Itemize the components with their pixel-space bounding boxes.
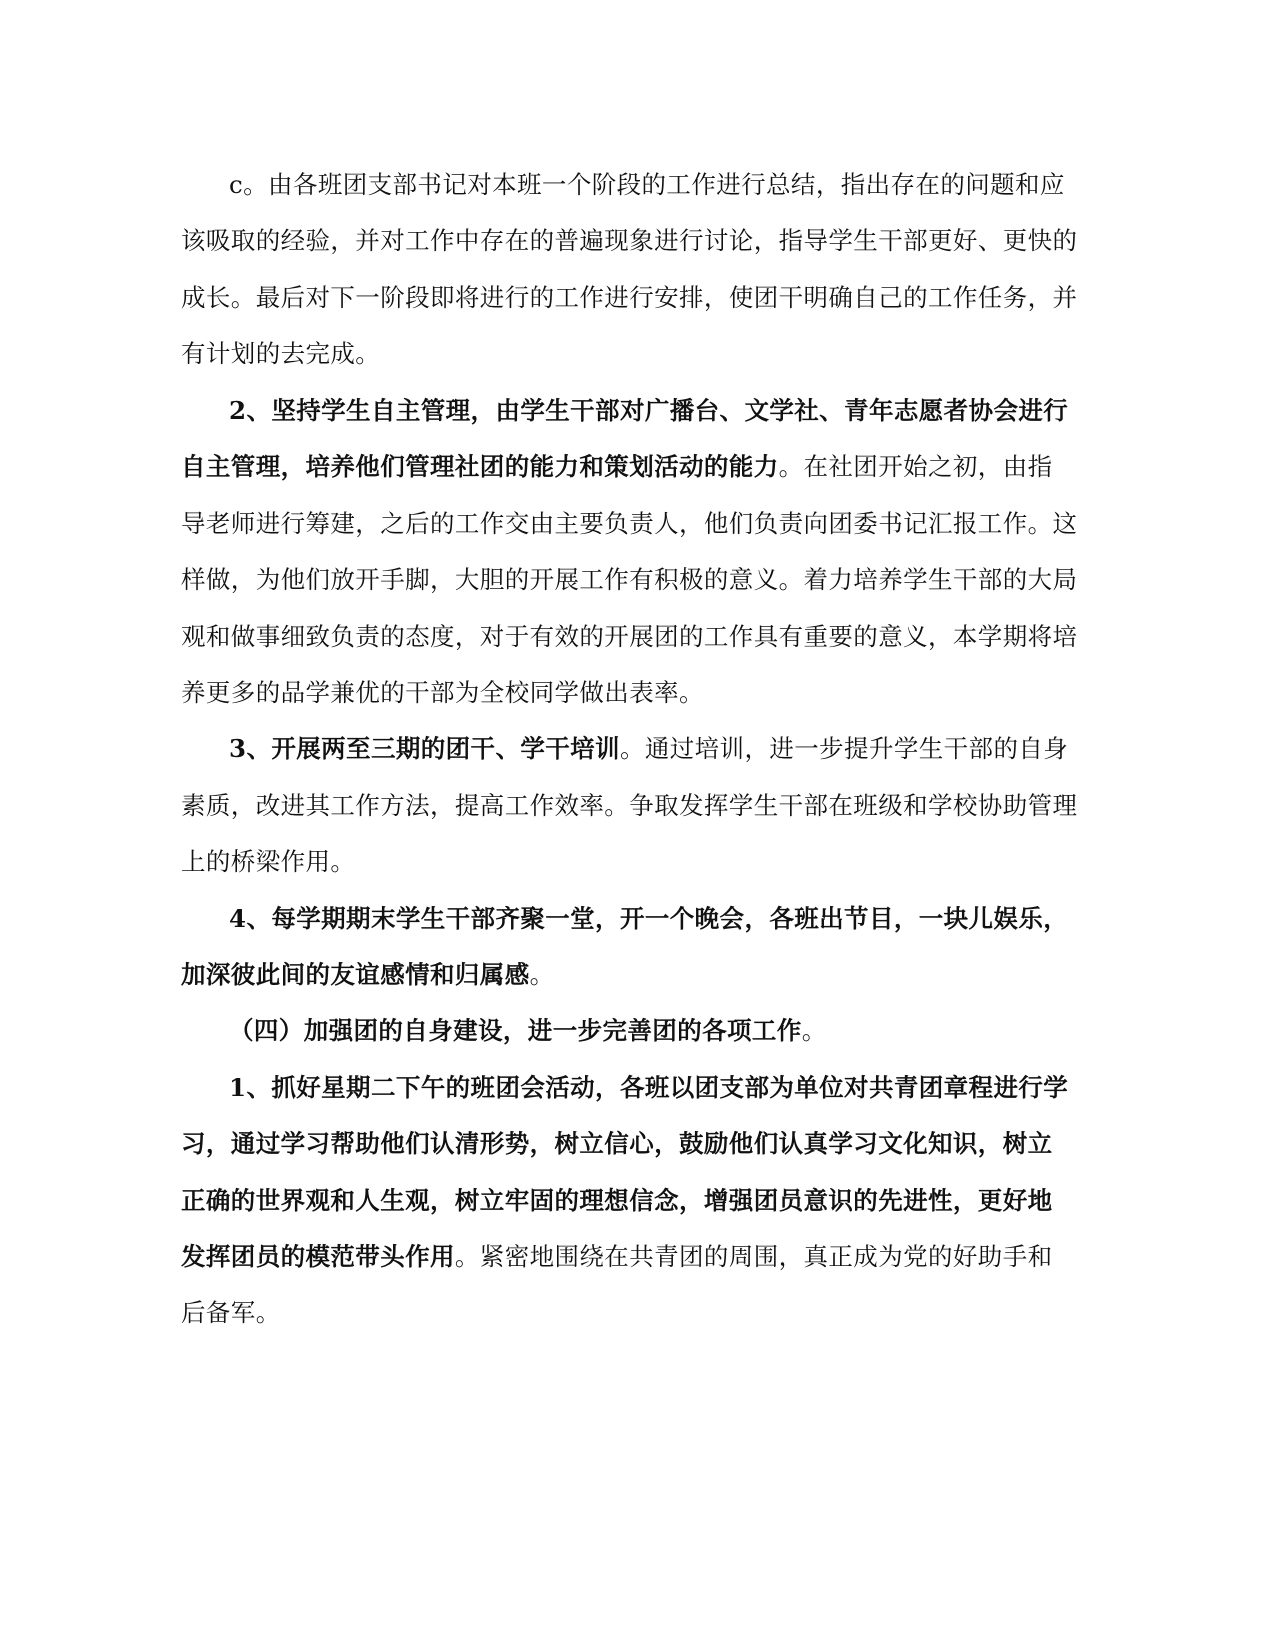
bold-text: （四）加强团的自身建设，进一步完善团的各项工作 (229, 1016, 802, 1045)
text-line (229, 734, 1068, 764)
body-text: 观和做事细致负责的态度，对于有效的开展团的工作具有重要的意义，本学期将培 (181, 622, 1078, 651)
body-text: 。 (801, 1016, 827, 1045)
body-text: 。紧密地围绕在共青团的周围，真正成为党的好助手和 (454, 1242, 1053, 1271)
text-line (229, 396, 1068, 426)
body-text: 。通过培训，进一步提升学生干部的自身 (619, 734, 1069, 763)
text-line (181, 226, 1077, 256)
text-line (181, 1242, 1053, 1272)
text-line (181, 622, 1077, 652)
bold-text: 加深彼此间的友谊感情和归属感 (181, 960, 530, 989)
body-text: 养更多的品学兼优的干部为全校同学做出表率。 (181, 678, 704, 707)
text-line (229, 1016, 827, 1046)
bold-text: 1、抓好星期二下午的班团会活动，各班以团支部为单位对共青团章程进行学 (229, 1073, 1069, 1102)
text-line (181, 339, 380, 369)
body-text: 成长。最后对下一阶段即将进行的工作进行安排，使团干明确自己的工作任务，并 (181, 283, 1078, 312)
text-line (229, 170, 1065, 200)
body-text: 导老师进行筹建，之后的工作交由主要负责人，他们负责向团委书记汇报工作。这 (181, 509, 1078, 538)
body-text: c。由各班团支部书记对本班一个阶段的工作进行总结，指出存在的问题和应 (229, 170, 1065, 199)
body-text: 。 (529, 960, 555, 989)
text-line (181, 509, 1077, 539)
text-line (181, 791, 1077, 821)
bold-text: 4、每学期期末学生干部齐聚一堂，开一个晚会，各班出节目，一块儿娱乐， (229, 904, 1069, 933)
text-line (181, 1298, 281, 1328)
text-line (229, 1073, 1068, 1103)
text-line (181, 565, 1077, 595)
text-line (181, 452, 1053, 482)
bold-text: 发挥团员的模范带头作用 (181, 1242, 455, 1271)
body-text: 。在社团开始之初，由指 (778, 452, 1053, 481)
body-text: 样做，为他们放开手脚，大胆的开展工作有积极的意义。着力培养学生干部的大局 (181, 565, 1078, 594)
body-text: 上的桥梁作用。 (181, 847, 356, 876)
bold-text: 自主管理，培养他们管理社团的能力和策划活动的能力 (181, 452, 779, 481)
body-text: 后备军。 (181, 1298, 281, 1327)
text-line (181, 847, 355, 877)
body-text: 有计划的去完成。 (181, 339, 381, 368)
text-line (181, 678, 704, 708)
text-line (181, 1129, 1053, 1159)
text-line (181, 960, 555, 990)
text-line (229, 904, 1068, 934)
body-text: 该吸取的经验，并对工作中存在的普遍现象进行讨论，指导学生干部更好、更快的 (181, 226, 1078, 255)
body-text: 素质，改进其工作方法，提高工作效率。争取发挥学生干部在班级和学校协助管理 (181, 791, 1078, 820)
bold-text: 习，通过学习帮助他们认清形势，树立信心，鼓励他们认真学习文化知识，树立 (181, 1129, 1053, 1158)
text-line (181, 283, 1077, 313)
bold-text: 2、坚持学生自主管理，由学生干部对广播台、文学社、青年志愿者协会进行 (229, 396, 1069, 425)
text-line (181, 1186, 1053, 1216)
bold-text: 正确的世界观和人生观，树立牢固的理想信念，增强团员意识的先进性，更好地 (181, 1186, 1053, 1215)
bold-text: 3、开展两至三期的团干、学干培训 (229, 734, 620, 763)
